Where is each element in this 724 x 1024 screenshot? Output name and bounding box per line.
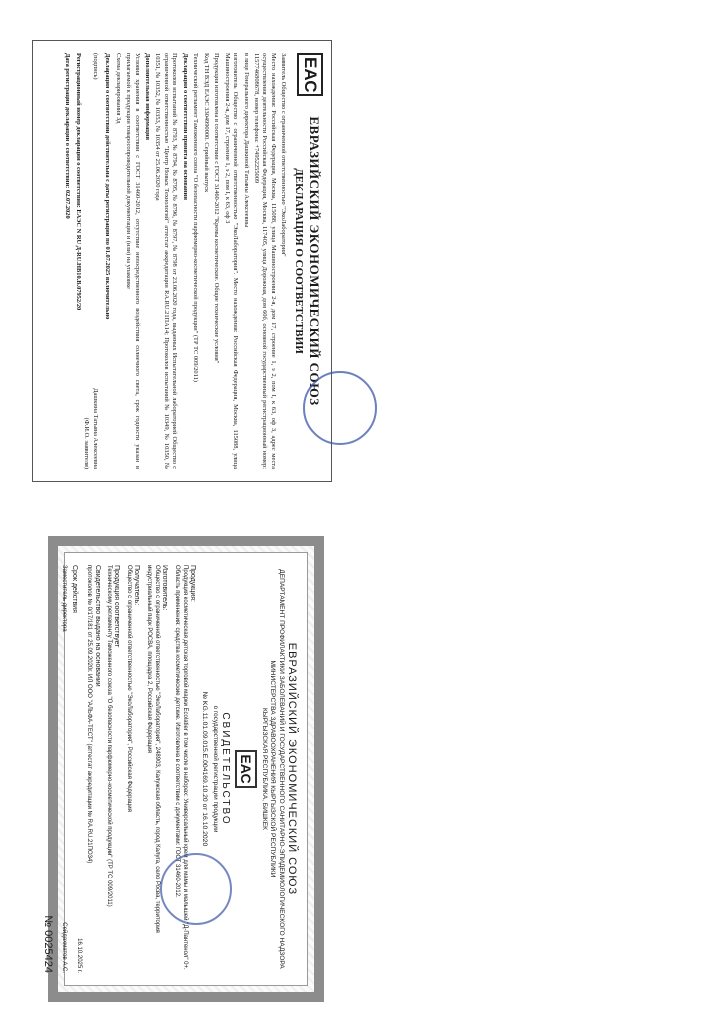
- certificate-number: № KG.11.01.09.015.Е.004169.10.20 от 16.10.2020: [201, 691, 209, 847]
- certificate-product-text: Продукция косметическая детская торговой марки Ecolatier в том числе в наборах: Универсальный крем для мамы и малышей "Д-Пантенол" 0+. Область применения: средства косметические детские. Изготовлена в соответствии с документами: ГОСТ 31460-2012.: [173, 565, 188, 970]
- certificate-conform-text: Техническому регламенту Таможенного союза "О безопасности парфюмерно-косметической продукции" (ТР ТС 009/2011): [106, 565, 113, 907]
- declaration-scheme: Схема декларирования 3д: [114, 53, 122, 124]
- declaration-content: [35, 43, 329, 479]
- declaration-extra-text: Условия хранения в соответствии с ГОСТ 31460-2012, отсутствие непосредственного воздействия солнечного света, срок годности указан в прилагаемой к продукции товаросопроводительной документации и (или) на упаковке: [125, 53, 141, 469]
- declaration-represented: в лице Генерального директора Дашкиной Татьяны Алексеевны: [242, 53, 250, 228]
- declaration-basis-text: Протоколов испытаний № 8793, № 8794, № 8795, № 8796, № 8797, № 8798 от 23.06.2020 года, выданных Испытательной лабораторией Общество с ограниченной ответственностью "Центр Новых Технологий" аттестат аккредитации RA.RU.21ПА14; Протоколов испытаний № 10349, № 10350, № 10351, № 10352, № 10353, № 10354 от 25.06.2020 года: [154, 53, 179, 469]
- declaration-signer: Дашкина Татьяна Алексеевна: [91, 388, 99, 469]
- certificate-conform-label: Продукция соответствует: [113, 565, 121, 648]
- declaration-signer-caption: (Ф.И.О. заявителя): [83, 417, 91, 469]
- certificate-issued-label: Свидетельство выдано на основании: [93, 565, 101, 687]
- declaration-union-title: ЕВРАЗИЙСКИЙ ЭКОНОМИЧЕСКИЙ СОЮЗ: [307, 116, 322, 406]
- blue-stamp-icon: [303, 371, 377, 445]
- eac-logo: ЕАС: [235, 750, 257, 787]
- certificate-valid-label: Срок действия: [70, 565, 78, 613]
- declaration-applicant: Заявитель Общество с ограниченной ответственностью "ЭкоЛаборатория": [280, 53, 288, 257]
- declaration-basis-title: Декларация о соответствии принята на основании: [181, 53, 189, 200]
- declaration-product: Продукция изготовлена в соответствии с ГОСТ 31460-2012 "Кремы косметические. Общие технические условия": [213, 53, 221, 364]
- declaration-signature-row: [90, 53, 98, 469]
- declaration-code: Код ТН ВЭД ЕАЭС 3304990000. Серийный выпуск: [202, 53, 210, 193]
- certificate-product-label: Продукция:: [188, 565, 196, 602]
- certificate-signer-role: Заместитель директора: [60, 565, 67, 632]
- certificate-city: КЫРГЫЗСКАЯ РЕСПУБЛИКА, БИШКЕК: [260, 708, 268, 830]
- declaration-manufacturer: изготовитель Общество с ограниченной ответственностью "ЭкоЛаборатория". Место нахождения: Российская Федерация, Москва, 115088, улица Машиностроения 2-я, дом 17, строение 1, э 2, пом I, к 63, оф 3: [223, 53, 240, 469]
- eac-logo: ЕАС: [297, 53, 323, 96]
- declaration-regulation: Технический регламент Таможенного союза "О безопасности парфюмерно-косметической продукции" (ТР ТС 009/2011): [192, 53, 200, 382]
- certificate-inner: [41, 552, 308, 986]
- declaration-reg-number: Регистрационный номер декларации о соответствии: ЕАЭС N RU Д-RU.НВ10.В.07952/20: [74, 53, 82, 311]
- certificate-receiver-text: Общество с ограниченной ответственностью "ЭкоЛаборатория", Российская Федерация: [126, 565, 133, 812]
- declaration-reg-date: Дата регистрации декларации о соответствии: 02.07.2020: [64, 53, 72, 219]
- declaration-address: Место нахождения: Российская Федерация, Москва, 115088, улица Машиностроения 2-я, дом 17, строение 1, э 2, пом I, к 63, оф 3, адрес места осуществления деятельности Российская Федерация, Москва, 117405, улица Дорожная, дом 60б, основной государственный регистрационный номер: 1157746808678, номер телефона: +74952255009: [252, 53, 277, 469]
- certificate-issued-text: протоколов № 0/17/181 от 25.09.2020г. ИЛ ООО "АЛЬФА-ТЕСТ" (аттестат аккредитации № RA.RU.21ПО34): [86, 565, 93, 864]
- certificate-maker-text: Общество с ограниченной ответственностью "ЭкоЛаборатория", 248903, Калужская область, город Калуга, село Росва, территория индустриальный парк РОСВА, площадка 2, Российская Федерация: [146, 565, 160, 933]
- certificate-valid-text: 16.10.2025 г.: [75, 938, 82, 973]
- blue-stamp-icon: [160, 853, 232, 925]
- declaration-valid-until: Декларация о соответствии действительна с даты регистрации по 01.07.2025 включительно: [104, 53, 112, 320]
- certificate-doc-subtitle: о государственной регистрации продукции: [211, 705, 219, 833]
- certificate-union-title: ЕВРАЗИЙСКИЙ ЭКОНОМИЧЕСКИЙ СОЮЗ: [286, 642, 298, 896]
- declaration-doc-title: ДЕКЛАРАЦИЯ О СООТВЕТСТВИИ: [292, 168, 305, 354]
- certificate-page: [41, 536, 324, 1002]
- declaration-sign-caption: (подпись): [91, 53, 99, 80]
- certificate-receiver-label: Получатель:: [133, 565, 141, 606]
- certificate-dept-1: ДЕПАРТАМЕНТ ПРОФИЛАКТИКИ ЗАБОЛЕВАНИЙ И ГОСУДАРСТВЕННОГО САНИТАРНО-ЭПИДЕМИОЛОГИЧЕСКОГО НАДЗОРА: [277, 569, 285, 969]
- certificate-maker-label: Изготовитель:: [160, 565, 168, 611]
- declaration-extra-title: Дополнительная информация: [143, 53, 151, 140]
- certificate-signer-name: Сейдахматов А.С.: [60, 922, 67, 973]
- certificate-dept-2: МИНИСТЕРСТВА ЗДРАВООХРАНЕНИЯ КЫРГЫЗСКОЙ РЕСПУБЛИКИ: [269, 660, 277, 878]
- certificate-doc-title: СВИДЕТЕЛЬСТВО: [219, 712, 231, 826]
- certificate-serial: № 0025424: [41, 915, 54, 973]
- declaration-page: [32, 40, 332, 482]
